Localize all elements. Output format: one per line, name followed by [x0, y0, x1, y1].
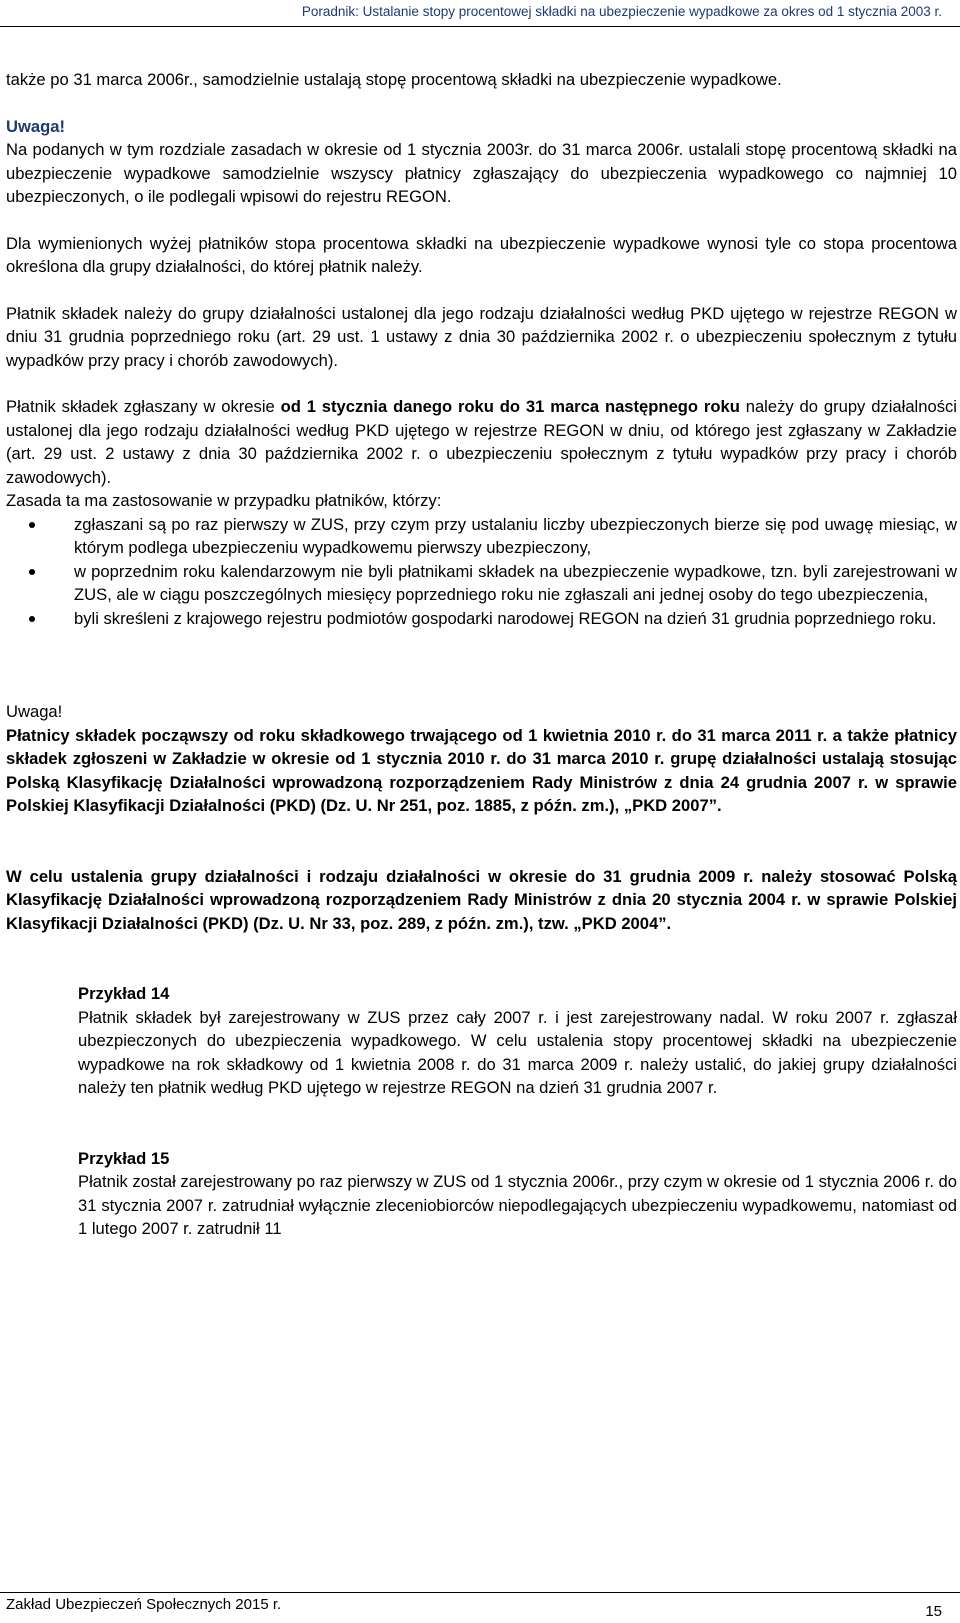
conditions-list	[6, 513, 957, 631]
footer-organization: Zakład Ubezpieczeń Społecznych 2015 r.	[6, 1596, 282, 1613]
bullet-icon	[29, 522, 35, 528]
example-15-title: Przykład 15	[78, 1148, 170, 1168]
page-number: 15	[925, 1603, 942, 1620]
list-item	[6, 560, 957, 607]
uwaga-label-2: Uwaga!	[6, 702, 63, 721]
paragraph-7: Płatnicy składek począwszy od roku składkowego trwającego od 1 kwietnia 2010 r. do 31 marca 2011 r. a także płatnicy składek zgłoszeni w Zakładzie w okresie od 1 stycznia 2010 r. do 31 marca 2010 r. grupę działalności ustalają stosując Polską Klasyfikację Działalności wprowadzoną rozporządzeniem Rady Ministrów z dnia 24 grudnia 2007 r. w sprawie Polskiej Klasyfikacji Działalności (PKD) (Dz. U. Nr 251, poz. 1885, z późn. zm.), „PKD 2007”.	[6, 725, 957, 815]
paragraph-8: W celu ustalenia grupy działalności i rodzaju działalności w okresie do 31 grudnia 2009 r. należy stosować Polską Klasyfikację Działalności wprowadzoną rozporządzeniem Rady Ministrów z dnia 20 stycznia 2004 r. w sprawie Polskiej Klasyfikacji Działalności (PKD) (Dz. U. Nr 33, poz. 289, z późn. zm.), tzw. „PKD 2004”.	[6, 866, 957, 933]
header-title: Poradnik: Ustalanie stopy procentowej składki na ubezpieczenie wypadkowe za okres od 1 stycznia 2003 r.	[301, 4, 942, 19]
list-item	[6, 513, 957, 560]
uwaga-label-1: Uwaga!	[6, 116, 66, 136]
page-footer	[0, 1592, 960, 1623]
page-header	[0, 0, 960, 27]
example-14-title: Przykład 14	[78, 984, 170, 1003]
paragraph-3: Dla wymienionych wyżej płatników stopa procentowa składki na ubezpieczenie wypadkowe wynosi tyle co stopa procentowa określona dla grupy działalności, do której płatnik należy.	[6, 233, 957, 276]
paragraph-1: także po 31 marca 2006r., samodzielnie ustalają stopę procentową składki na ubezpieczenie wypadkowe.	[6, 70, 782, 89]
paragraph-5-end: należy do grupy działalności ustalonej dla jego rodzaju działalności według PKD ujętego w rejestrze REGON w dniu, od którego jest zgłaszany w Zakładzie (art. 29 ust. 2 ustawy z dnia 30 października 2002 r. o ubezpieczeniu społecznym z tytułu wypadków przy pracy i chorób zawodowych).	[6, 397, 957, 487]
paragraph-5-bold: od 1 stycznia danego roku do 31 marca następnego roku	[280, 397, 740, 416]
example-15	[78, 1147, 957, 1241]
bullet-icon	[29, 616, 35, 622]
bullet-icon	[29, 569, 35, 575]
paragraph-5-start: Płatnik składek zgłaszany w okresie	[6, 397, 281, 416]
paragraph-2: Na podanych w tym rozdziale zasadach w okresie od 1 stycznia 2003r. do 31 marca 2006r. ustalali stopę procentową składki na ubezpieczenie wypadkowe samodzielnie wszyscy płatnicy zgłaszający do ubezpieczenia wypadkowego co najmniej 10 ubezpieczonych, o ile podlegali wpisowi do rejestru REGON.	[6, 140, 957, 206]
list-item	[6, 607, 957, 631]
example-15-text: Płatnik został zarejestrowany po raz pierwszy w ZUS od 1 stycznia 2006r., przy czym w okresie od 1 stycznia 2006 r. do 31 stycznia 2007 r. zatrudniał wyłącznie zleceniobiorców niepodlegających ubezpieczeniu wypadkowemu, natomiast od 1 lutego 2007 r. zatrudnił 11	[78, 1172, 957, 1238]
list-item-text: w poprzednim roku kalendarzowym nie byli płatnikami składek na ubezpieczenie wypadkowe, tzn. byli zarejestrowani w ZUS, ale w ciągu poszczególnych miesięcy poprzedniego roku nie zgłaszali ani jednej osoby do tego ubezpieczenia,	[74, 561, 957, 604]
example-14	[78, 982, 957, 1100]
paragraph-5	[6, 395, 957, 489]
list-item-text: byli skreśleni z krajowego rejestru podmiotów gospodarki narodowej REGON na dzień 31 grudnia poprzedniego roku.	[74, 608, 937, 628]
example-14-text: Płatnik składek był zarejestrowany w ZUS przez cały 2007 r. i jest zarejestrowany nadal. W roku 2007 r. zgłaszał ubezpieczonych do ubezpieczenia wypadkowego. W celu ustalenia stopy procentowej składki na ubezpieczenie wypadkowe na rok składkowy od 1 kwietnia 2008 r. do 31 marca 2009 r. należy ustalić, do jakiej grupy działalności należy ten płatnik według PKD ujętego w rejestrze REGON na dzień 31 grudnia 2007 r.	[78, 1007, 957, 1097]
list-item-text: zgłaszani są po raz pierwszy w ZUS, przy czym przy ustalaniu liczby ubezpieczonych bierze się pod uwagę miesiąc, w którym podlega ubezpieczeniu wypadkowemu pierwszy ubezpieczony,	[74, 514, 957, 557]
document-body	[6, 68, 957, 1241]
paragraph-4: Płatnik składek należy do grupy działalności ustalonej dla jego rodzaju działalności według PKD ujętego w rejestrze REGON w dniu 31 grudnia poprzedniego roku (art. 29 ust. 1 ustawy z dnia 30 października 2002 r. o ubezpieczeniu społecznym z tytułu wypadków przy pracy i chorób zawodowych).	[6, 303, 957, 370]
paragraph-6: Zasada ta ma zastosowanie w przypadku płatników, którzy:	[6, 491, 442, 510]
